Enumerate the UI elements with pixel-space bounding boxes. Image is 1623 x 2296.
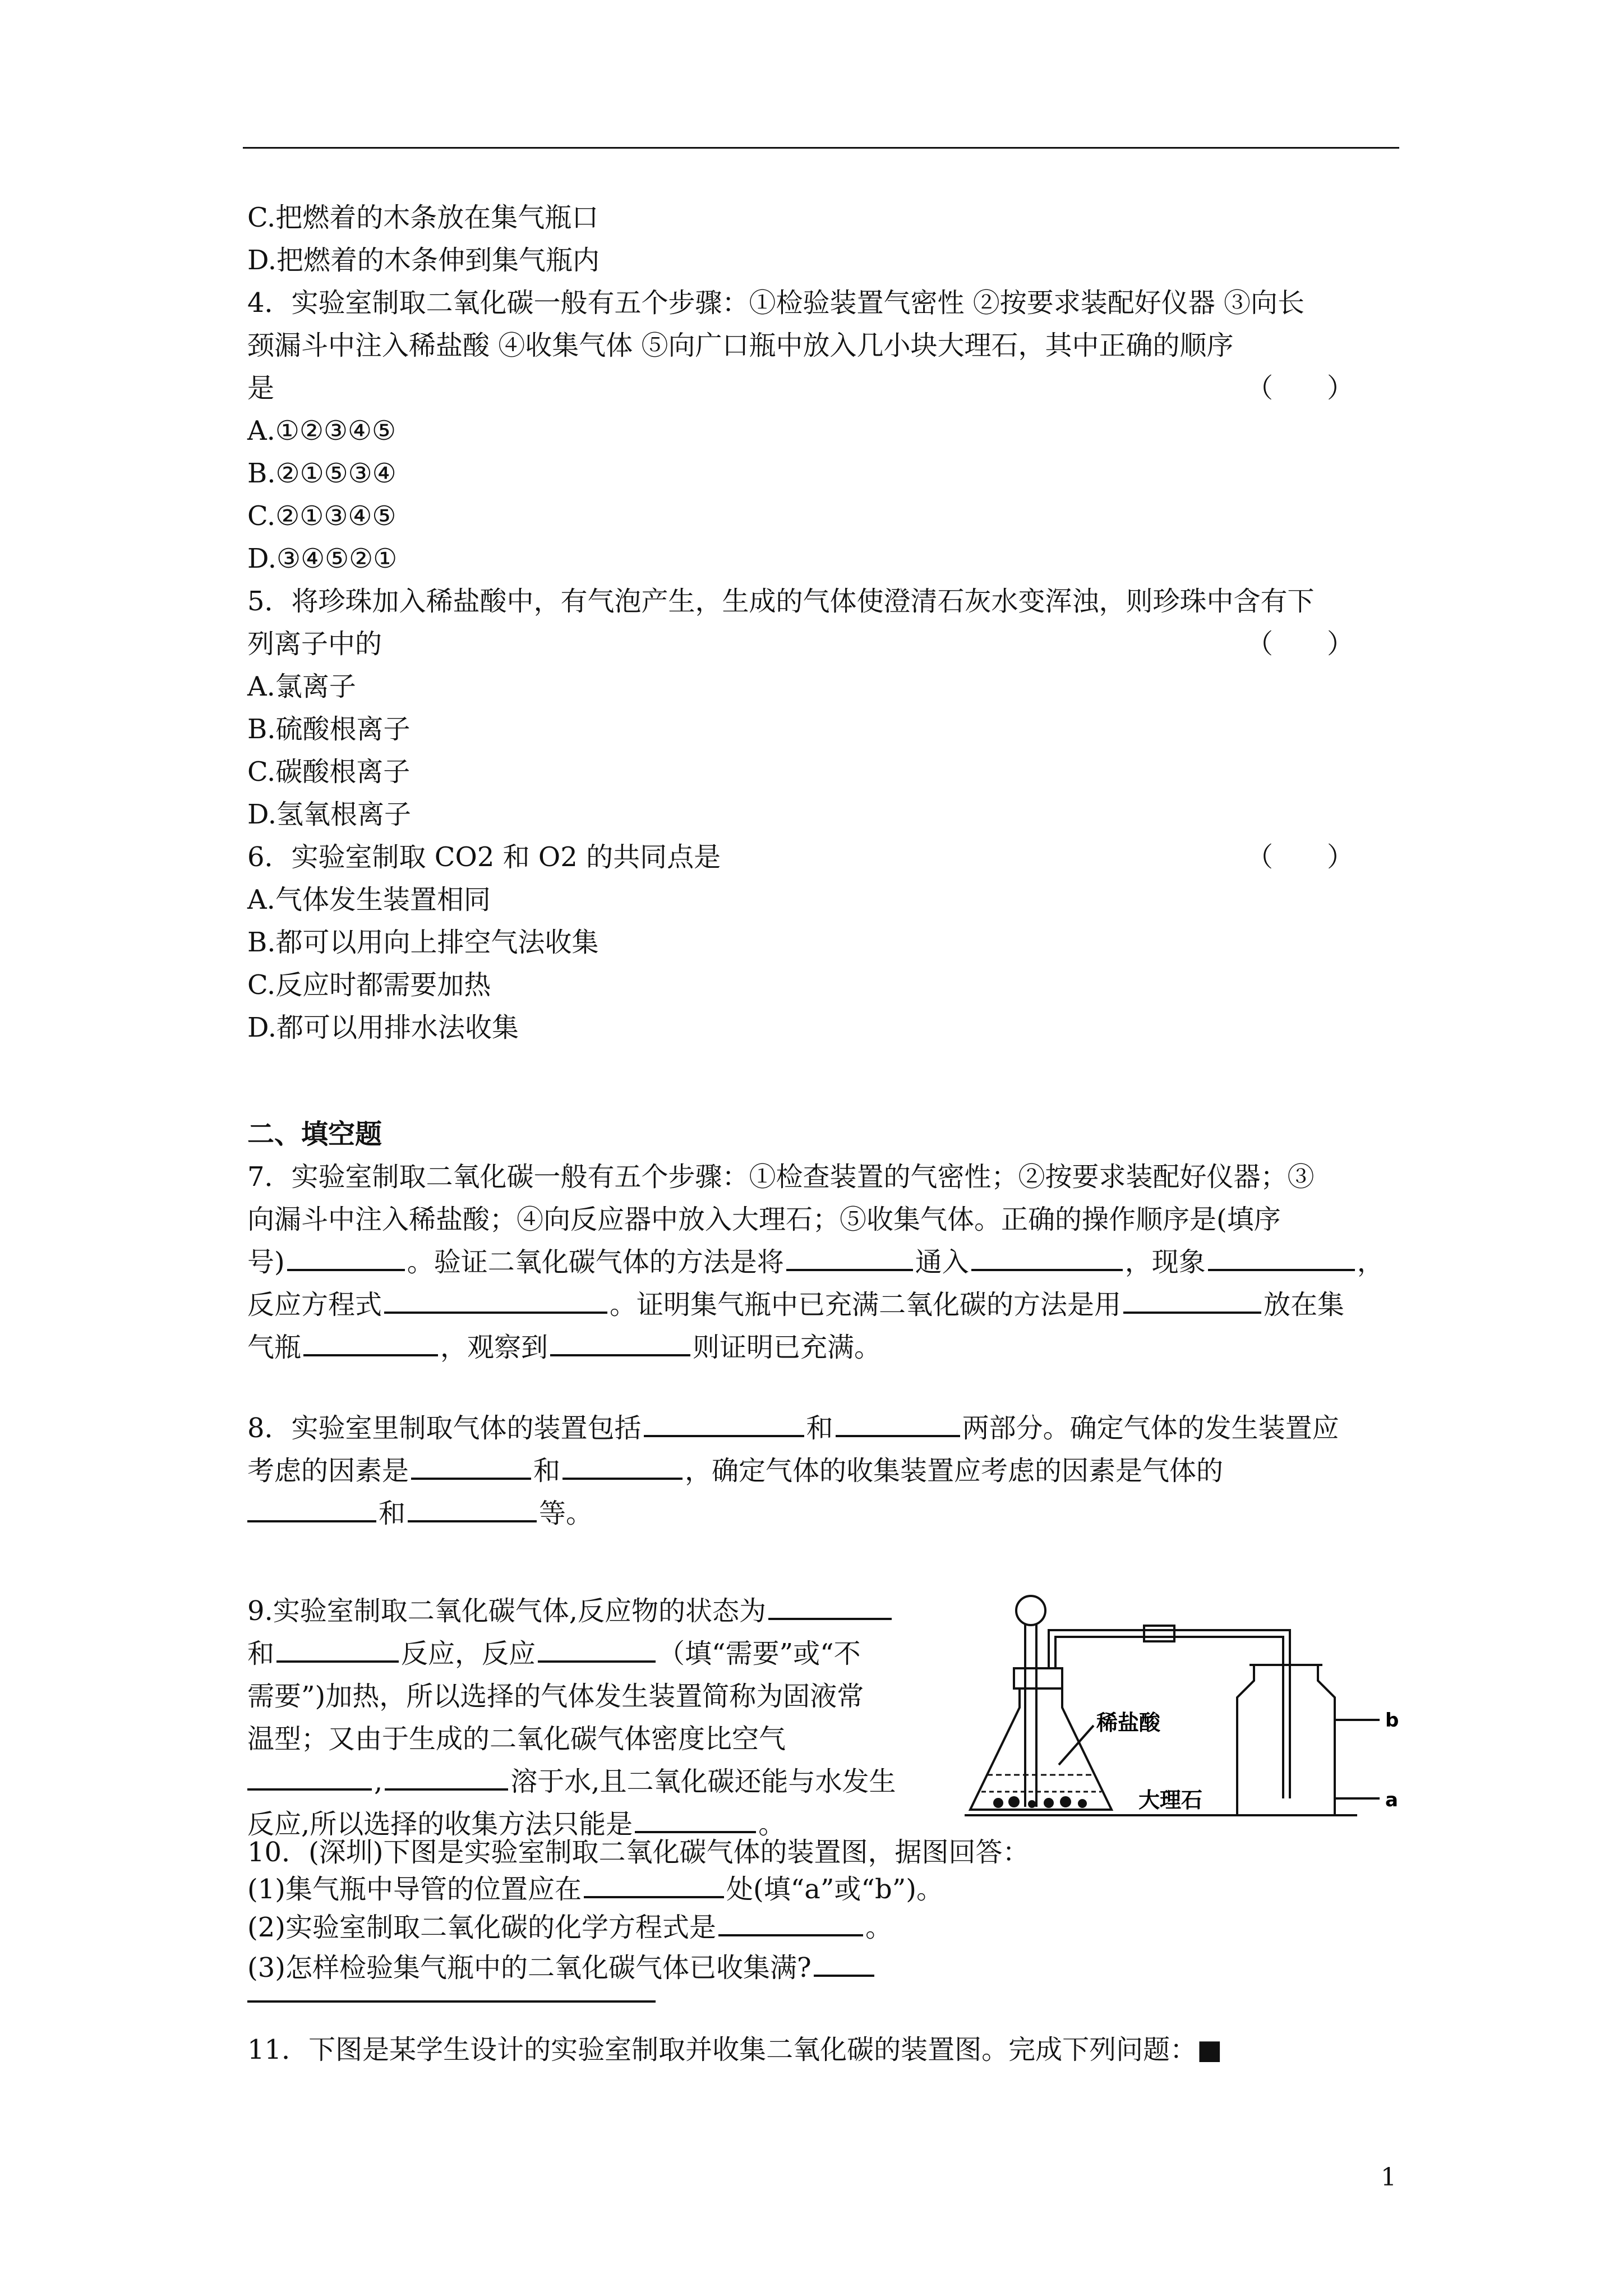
answer-paren-q4: （ ） bbox=[1246, 372, 1354, 404]
answer-paren-q6: （ ） bbox=[1246, 841, 1354, 873]
question-9-line-1: 9.实验室制取二氧化碳气体,反应物的状态为 bbox=[247, 1590, 894, 1632]
question-6: 6．实验室制取 CO2 和 O2 的共同点是 bbox=[247, 841, 721, 873]
label-acid: 稀盐酸 bbox=[1096, 1710, 1161, 1735]
option-d-q6: D.都可以用排水法收集 bbox=[247, 1012, 519, 1043]
tube-joint-icon bbox=[1144, 1626, 1174, 1641]
label-b: b bbox=[1385, 1709, 1399, 1732]
question-9-line-2: 和 反应，反应 （填“需要”或“不 bbox=[247, 1632, 861, 1675]
marble-pieces-icon bbox=[993, 1796, 1087, 1808]
question-11: 11．下图是某学生设计的实验室制取并收集二氧化碳的装置图。完成下列问题：■ bbox=[247, 2034, 1223, 2065]
stopper-icon bbox=[1014, 1668, 1062, 1688]
question-8-line-1: 8．实验室里制取气体的装置包括 和 两部分。确定气体的发生装置应 bbox=[247, 1407, 1339, 1450]
question-7-line-4: 反应方程式 。证明集气瓶中已充满二氧化碳的方法是用 放在集 bbox=[247, 1283, 1344, 1326]
label-a: a bbox=[1385, 1789, 1398, 1811]
delivery-tube-icon bbox=[1049, 1630, 1290, 1798]
option-a-q6: A.气体发生装置相同 bbox=[247, 884, 491, 915]
answer-blank[interactable] bbox=[718, 1910, 863, 1936]
answer-blank[interactable] bbox=[385, 1764, 508, 1791]
answer-paren-q5: （ ） bbox=[1246, 628, 1354, 660]
option-a-q4: A.①②③④⑤ bbox=[247, 415, 396, 447]
answer-line bbox=[247, 2000, 656, 2003]
question-10-part-2: (2)实验室制取二氧化碳的化学方程式是 。 bbox=[247, 1906, 892, 1949]
answer-blank[interactable] bbox=[562, 1453, 683, 1480]
question-4-line-3: 是 bbox=[247, 372, 275, 404]
question-7-line-5: 气瓶 ，观察到 则证明已充满。 bbox=[247, 1326, 881, 1369]
answer-blank[interactable] bbox=[550, 1329, 690, 1356]
question-8-line-2: 考虑的因素是 和 ，确定气体的收集装置应考虑的因素是气体的 bbox=[247, 1450, 1223, 1492]
option-b-q4: B.②①⑤③④ bbox=[247, 458, 396, 489]
option-c-q4: C.②①③④⑤ bbox=[247, 500, 396, 532]
answer-blank[interactable] bbox=[584, 1871, 724, 1898]
question-10-part-3: (3)怎样检验集气瓶中的二氧化碳气体已收集满? bbox=[247, 1947, 877, 1989]
answer-blank[interactable] bbox=[287, 1244, 405, 1271]
gas-jar-icon bbox=[1237, 1665, 1335, 1815]
answer-blank[interactable] bbox=[247, 1764, 372, 1791]
question-9-line-4: 温型；又由于生成的二氧化碳气体密度比空气 bbox=[247, 1723, 786, 1755]
answer-blank[interactable] bbox=[814, 1950, 874, 1977]
page-number: 1 bbox=[1381, 2163, 1396, 2192]
question-5-line-2: 列离子中的 bbox=[247, 628, 382, 660]
question-9-line-5: , 溶于水,且二氧化碳还能与水发生 bbox=[247, 1760, 896, 1803]
answer-blank[interactable] bbox=[303, 1329, 438, 1356]
answer-blank[interactable] bbox=[408, 1496, 537, 1522]
answer-blank[interactable] bbox=[247, 1496, 376, 1522]
question-4-line-1: 4．实验室制取二氧化碳一般有五个步骤：①检验装置气密性 ②按要求装配好仪器 ③向长 bbox=[247, 287, 1305, 319]
option-b-q5: B.硫酸根离子 bbox=[247, 714, 411, 745]
option-d-q5: D.氢氧根离子 bbox=[247, 799, 412, 830]
option-d-q4: D.③④⑤②① bbox=[247, 543, 398, 574]
funnel-bulb-icon bbox=[1016, 1596, 1045, 1625]
header-rule bbox=[243, 147, 1399, 149]
answer-blank[interactable] bbox=[538, 1636, 656, 1663]
answer-blank[interactable] bbox=[836, 1410, 960, 1437]
answer-blank[interactable] bbox=[411, 1453, 531, 1480]
answer-blank[interactable] bbox=[384, 1287, 607, 1314]
answer-blank[interactable] bbox=[768, 1593, 892, 1620]
option-c-q3: C.把燃着的木条放在集气瓶口 bbox=[247, 202, 599, 233]
answer-blank[interactable] bbox=[644, 1410, 804, 1437]
question-10-line-1: 10．(深圳)下图是实验室制取二氧化碳气体的装置图，据图回答： bbox=[247, 1837, 1030, 1868]
answer-blank[interactable] bbox=[635, 1806, 756, 1833]
answer-blank[interactable] bbox=[971, 1244, 1123, 1271]
option-c-q5: C.碳酸根离子 bbox=[247, 756, 411, 788]
section-heading-fill-in: 二、填空题 bbox=[247, 1119, 382, 1150]
question-10-part-1: (1)集气瓶中导管的位置应在 处(填“a”或“b”)。 bbox=[247, 1868, 943, 1911]
question-7-line-1: 7．实验室制取二氧化碳一般有五个步骤：①检查装置的气密性；②按要求装配好仪器；③ bbox=[247, 1161, 1315, 1193]
question-4-line-2: 颈漏斗中注入稀盐酸 ④收集气体 ⑤向广口瓶中放入几小块大理石，其中正确的顺序 bbox=[247, 330, 1234, 361]
option-c-q6: C.反应时都需要加热 bbox=[247, 969, 491, 1001]
question-9-line-3: 需要”)加热，所以选择的气体发生装置简称为固液常 bbox=[247, 1681, 864, 1712]
question-7-line-3: 号) 。验证二氧化碳气体的方法是将 通入 ，现象 ， bbox=[247, 1241, 1384, 1283]
co2-apparatus-figure bbox=[965, 1585, 1402, 1821]
answer-blank[interactable] bbox=[276, 1636, 399, 1663]
answer-blank[interactable] bbox=[786, 1244, 913, 1271]
option-d-q3: D.把燃着的木条伸到集气瓶内 bbox=[247, 245, 600, 276]
label-marble: 大理石 bbox=[1138, 1788, 1203, 1812]
option-a-q5: A.氯离子 bbox=[247, 671, 356, 702]
funnel-stem-icon bbox=[1025, 1625, 1036, 1807]
question-7-line-2: 向漏斗中注入稀盐酸；④向反应器中放入大理石；⑤收集气体。正确的操作顺序是(填序 bbox=[247, 1204, 1281, 1235]
answer-blank[interactable] bbox=[1123, 1287, 1261, 1314]
option-b-q6: B.都可以用向上排空气法收集 bbox=[247, 927, 599, 958]
answer-blank[interactable] bbox=[1208, 1244, 1355, 1271]
question-9-line-6: 反应,所以选择的收集方法只能是 。 bbox=[247, 1803, 785, 1846]
question-5-line-1: 5．将珍珠加入稀盐酸中，有气泡产生，生成的气体使澄清石灰水变浑浊，则珍珠中含有下 bbox=[247, 586, 1315, 617]
question-8-line-3: 和 等。 bbox=[247, 1492, 593, 1535]
